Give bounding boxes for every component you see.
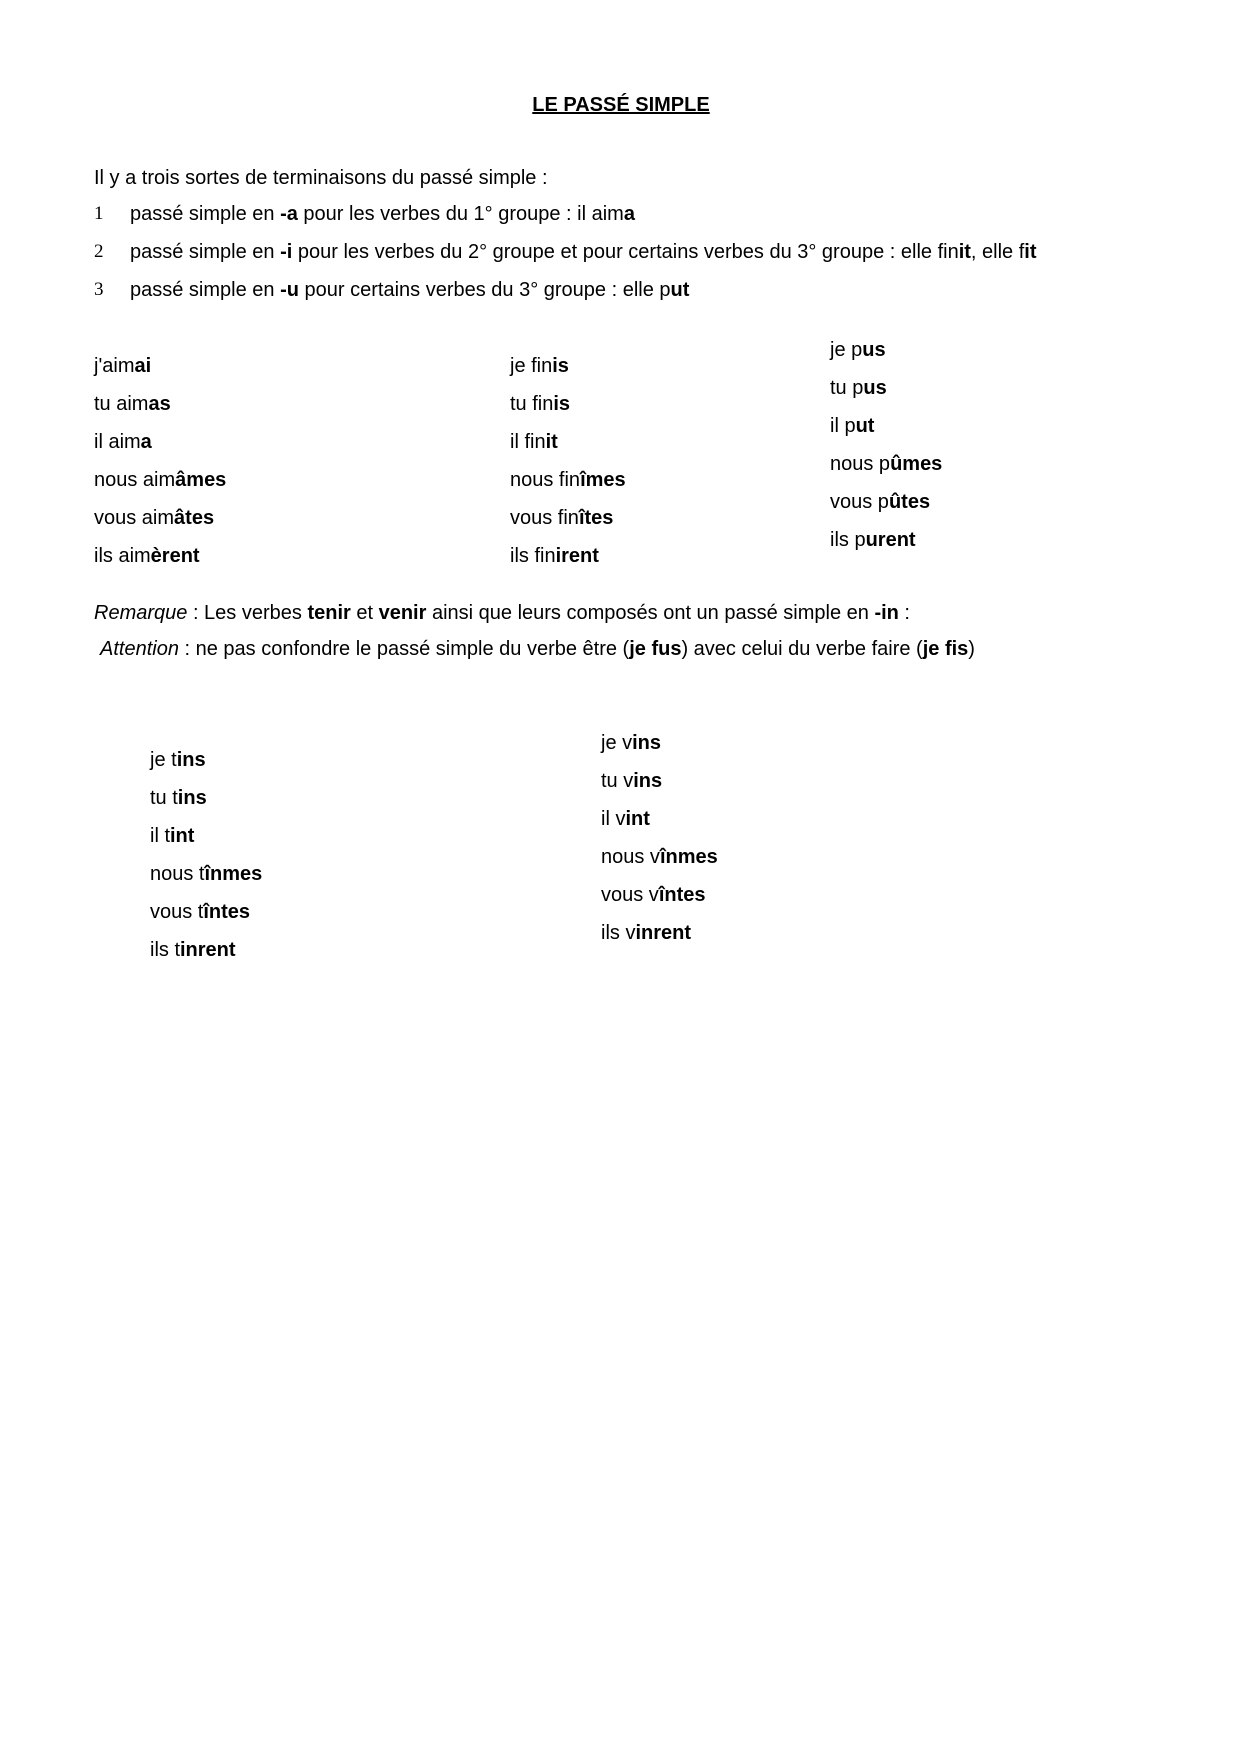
verb-ending: ûtes: [888, 491, 931, 513]
verb-stem: il aim: [94, 431, 141, 453]
verb-stem: ils p: [830, 529, 866, 551]
text-run: passé simple en: [130, 203, 281, 225]
conjugation-row: [150, 862, 262, 886]
text-run: :: [898, 602, 910, 624]
verb-stem: nous t: [150, 863, 205, 885]
text-run: ): [968, 638, 975, 660]
verb-ending: întes: [203, 901, 251, 923]
verb-ending: întes: [658, 884, 706, 906]
verb-ending: ins: [177, 787, 207, 809]
verb-stem: tu t: [150, 787, 178, 809]
verb-stem: nous v: [601, 846, 660, 868]
verb-ending: inrent: [635, 922, 692, 944]
text-run: , elle f: [970, 241, 1025, 263]
verb-stem: nous aim: [94, 469, 176, 491]
bold-text: it: [1024, 241, 1037, 263]
conjugation-row: [150, 938, 236, 962]
verb-ending: èrent: [150, 545, 200, 567]
verb-stem: nous p: [830, 453, 891, 475]
bold-text: -i: [280, 241, 293, 263]
conjugation-row: [601, 807, 650, 831]
verb-ending: ins: [632, 732, 662, 754]
conjugation-row: [94, 392, 171, 416]
conjugation-row: [830, 452, 942, 476]
verb-stem: il fin: [510, 431, 546, 453]
verb-ending: ut: [855, 415, 875, 437]
bold-text: -a: [280, 203, 298, 225]
verb-stem: vous p: [830, 491, 889, 513]
conjugation-row: [601, 845, 718, 869]
text-run: ) avec celui du verbe faire (: [681, 638, 923, 660]
text-run: et: [350, 602, 379, 624]
bold-text: je fis: [922, 638, 969, 660]
text-run: passé simple en: [130, 241, 281, 263]
verb-stem: vous t: [150, 901, 204, 923]
conjugation-row: [510, 354, 569, 378]
conjugation-row: [150, 748, 206, 772]
verb-stem: ils t: [150, 939, 180, 961]
verb-stem: tu p: [830, 377, 864, 399]
verb-ending: îmes: [580, 469, 626, 491]
verb-ending: ins: [633, 770, 663, 792]
text-run: pour les verbes du 2° groupe et pour certains verbes du 3° groupe : elle fin: [292, 241, 959, 263]
verb-ending: ai: [134, 355, 152, 377]
conjugation-row: [94, 468, 226, 492]
type-1-number: 1: [94, 203, 104, 224]
conjugation-row: [830, 528, 916, 552]
type-2-number: 2: [94, 241, 104, 262]
text-run: passé simple en: [130, 279, 281, 301]
verb-stem: je v: [601, 732, 633, 754]
verb-ending: îtes: [578, 507, 614, 529]
verb-ending: înmes: [659, 846, 718, 868]
conjugation-row: [601, 769, 662, 793]
italic-label: Attention: [100, 638, 179, 660]
verb-stem: vous v: [601, 884, 659, 906]
verb-ending: int: [625, 808, 650, 830]
verb-stem: nous fin: [510, 469, 581, 491]
bold-text: je fus: [629, 638, 682, 660]
conjugation-row: [150, 900, 250, 924]
verb-stem: tu aim: [94, 393, 149, 415]
verb-stem: il p: [830, 415, 856, 437]
text-run: ainsi que leurs composés ont un passé simple en: [426, 602, 875, 624]
verb-ending: âmes: [175, 469, 227, 491]
text-run: pour les verbes du 1° groupe : il aim: [297, 203, 624, 225]
remarque-note: [94, 601, 910, 625]
page-title: LE PASSÉ SIMPLE: [532, 94, 710, 116]
intro-text: Il y a trois sortes de terminaisons du passé simple :: [94, 167, 548, 189]
type-3-number: 3: [94, 279, 104, 300]
verb-ending: ûmes: [890, 453, 943, 475]
conjugation-row: [601, 731, 661, 755]
attention-note: [100, 637, 975, 661]
verb-stem: je t: [150, 749, 177, 771]
conjugation-row: [94, 544, 200, 568]
verb-ending: ins: [176, 749, 206, 771]
bold-text: ut: [670, 279, 690, 301]
verb-stem: je fin: [510, 355, 553, 377]
conjugation-row: [94, 354, 151, 378]
verb-ending: is: [552, 355, 569, 377]
verb-ending: us: [863, 377, 887, 399]
verb-ending: âtes: [174, 507, 215, 529]
italic-label: Remarque: [94, 602, 188, 624]
verb-ending: is: [553, 393, 571, 415]
bold-text: tenir: [307, 602, 351, 624]
conjugation-row: [601, 921, 691, 945]
bold-text: -u: [280, 279, 299, 301]
conjugation-row: [510, 506, 613, 530]
verb-ending: a: [140, 431, 152, 453]
bold-text: it: [958, 241, 971, 263]
verb-stem: ils v: [601, 922, 636, 944]
conjugation-row: [150, 786, 207, 810]
verb-ending: irent: [555, 545, 599, 567]
verb-stem: ils aim: [94, 545, 151, 567]
verb-ending: us: [862, 339, 886, 361]
conjugation-row: [830, 414, 874, 438]
verb-stem: il t: [150, 825, 170, 847]
verb-stem: je p: [830, 339, 863, 361]
conjugation-row: [830, 490, 930, 514]
conjugation-row: [510, 392, 570, 416]
text-run: pour certains verbes du 3° groupe : elle p: [298, 279, 671, 301]
type-3-text: [130, 278, 689, 302]
type-1-text: [130, 202, 635, 226]
text-run: : ne pas confondre le passé simple du verbe être (: [178, 638, 630, 660]
verb-stem: ils fin: [510, 545, 556, 567]
bold-text: venir: [378, 602, 427, 624]
verb-ending: as: [148, 393, 171, 415]
verb-stem: j'aim: [94, 355, 135, 377]
bold-text: a: [623, 203, 635, 225]
conjugation-row: [830, 376, 887, 400]
conjugation-row: [150, 824, 194, 848]
conjugation-row: [510, 468, 626, 492]
conjugation-row: [601, 883, 706, 907]
type-2-text: [130, 240, 1037, 264]
verb-ending: it: [545, 431, 558, 453]
conjugation-row: [510, 430, 558, 454]
verb-ending: int: [170, 825, 195, 847]
conjugation-row: [510, 544, 599, 568]
conjugation-row: [830, 338, 886, 362]
text-run: : Les verbes: [187, 602, 308, 624]
conjugation-row: [94, 430, 152, 454]
bold-text: -in: [874, 602, 899, 624]
verb-ending: înmes: [204, 863, 263, 885]
conjugation-row: [94, 506, 214, 530]
verb-stem: il v: [601, 808, 626, 830]
verb-stem: tu fin: [510, 393, 554, 415]
verb-stem: tu v: [601, 770, 634, 792]
verb-ending: urent: [865, 529, 916, 551]
verb-ending: inrent: [180, 939, 236, 961]
verb-stem: vous fin: [510, 507, 579, 529]
verb-stem: vous aim: [94, 507, 175, 529]
